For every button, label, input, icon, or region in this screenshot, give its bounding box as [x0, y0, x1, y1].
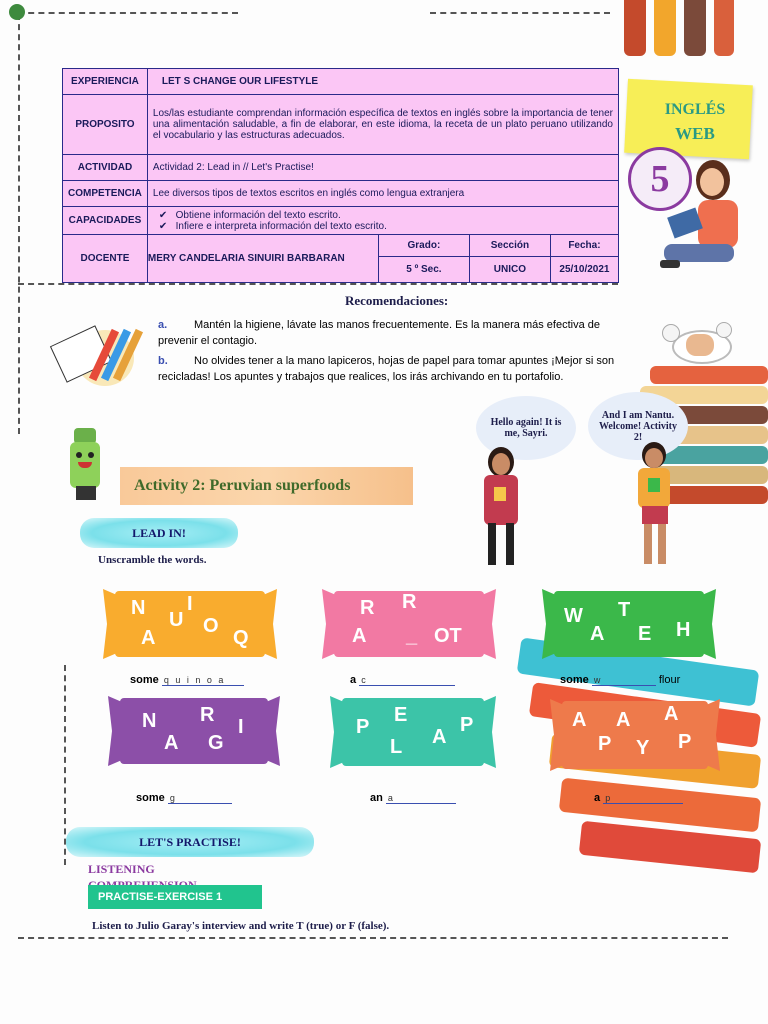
proposito-label: PROPOSITO — [63, 95, 148, 155]
seccion-value: UNICO — [469, 257, 550, 283]
candy-carrot-letters: R R A _ OT — [352, 591, 462, 647]
listening-comprehension-label: LISTENING — [88, 862, 155, 876]
candy-papaya-letters: A A A P Y P — [572, 703, 692, 759]
recommendation-a: a. Mantén la higiene, lávate las manos frecuentemente. Es la manera más efectiva de prevenir el contagio. — [158, 319, 601, 347]
paper-pencils-illustration — [50, 320, 150, 392]
exercise-instruction: Listen to Julio Garay's interview and write T (true) or F (false). — [92, 920, 390, 932]
left-dashed-border — [18, 14, 20, 434]
candy-grains-letters: N R I A G — [142, 704, 244, 754]
practise-exercise-label: PRACTISE-EXERCISE 1 — [88, 885, 262, 909]
answer-5-blank[interactable]: a — [386, 793, 456, 804]
check-icon: ✔ — [158, 209, 168, 221]
proposito-value: Los/las estudiante comprendan información específica de textos en inglés sobre la importancia de tener una alimentación saludable, a fin de elaborar, en este idioma, la receta de un plato peruano utilizando el vocabulario y las estructuras adecuados. — [147, 95, 618, 155]
activity-title: Activity 2: Peruvian superfoods — [120, 467, 413, 505]
competencia-value: Lee diversos tipos de textos escritos en inglés como lengua extranjera — [147, 181, 618, 207]
competencia-label: COMPETENCIA — [63, 181, 148, 207]
candy-apple-letters: P E P A L — [356, 704, 474, 758]
top-right-books-illustration — [618, 0, 748, 58]
experiencia-value: LET S CHANGE OUR LIFESTYLE — [147, 69, 618, 95]
lead-in-banner: LEAD IN! — [80, 518, 238, 548]
answer-6: a p — [594, 792, 683, 804]
answer-4: some g — [136, 792, 232, 804]
check-icon: ✔ — [158, 220, 168, 232]
lets-practise-banner: LET'S PRACTISE! — [66, 827, 314, 857]
handwashing-icon — [660, 318, 740, 370]
marker-b: b. — [158, 355, 168, 367]
candy-quinoa-letters: N I U O A Q — [131, 593, 249, 649]
brand-title: INGLÉS WEB — [664, 101, 726, 143]
seccion-label: Sección — [469, 235, 550, 257]
answer-2-blank[interactable]: c — [359, 675, 455, 686]
grade-badge: 5 — [628, 147, 692, 211]
info-table — [62, 68, 619, 283]
actividad-value: Actividad 2: Lead in // Let's Practise! — [147, 155, 618, 181]
recommendation-b: b. No olvides tener a la mano lapiceros, hojas de papel para tomar apuntes ¡Mejor si son recicladas! Los apuntes y trabajos que realices, los irás archivando en tu portafolio. — [158, 355, 615, 383]
answer-5: an a — [370, 792, 456, 804]
left-dashed-border-lower — [64, 665, 66, 865]
marker-a: a. — [158, 319, 168, 331]
candy-wheat-letters: W T A E H — [564, 599, 691, 645]
sayri-speech-bubble: Hello again! It is me, Sayri. — [476, 396, 576, 460]
nantu-character — [620, 440, 690, 572]
top-dashed-border-right — [430, 12, 610, 14]
grado-label: Grado: — [378, 235, 469, 257]
answer-2: a c — [350, 674, 455, 686]
reading-girl-illustration — [660, 160, 755, 290]
top-dashed-border-left — [18, 12, 238, 14]
recommendations-title: Recomendaciones: — [345, 293, 449, 308]
mid-dashed-border — [18, 283, 618, 285]
answer-3: some w flour — [560, 674, 681, 686]
grado-value: 5 º Sec. — [378, 257, 469, 283]
fecha-label: Fecha: — [550, 235, 618, 257]
capacidad-item: ✔ Infiere e interpreta información del texto escrito. — [158, 220, 387, 232]
answer-6-blank[interactable]: p — [603, 793, 683, 804]
capacidades-list — [147, 207, 618, 235]
bottom-dashed-border — [18, 937, 728, 939]
answer-1-blank[interactable]: q u i n o a — [162, 675, 244, 686]
green-dot-icon — [9, 4, 25, 20]
docente-label: DOCENTE — [63, 235, 148, 283]
answer-1: some q u i n o a — [130, 674, 244, 686]
answer-4-blank[interactable]: g — [168, 793, 232, 804]
capacidad-item: ✔ Obtiene información del texto escrito. — [158, 209, 341, 221]
highlighter-mascot-icon — [66, 428, 108, 500]
experiencia-label: EXPERIENCIA — [63, 69, 148, 95]
capacidades-label: CAPACIDADES — [63, 207, 148, 235]
nantu-speech-bubble: And I am Nantu. Welcome! Activity 2! — [588, 392, 688, 460]
lead-in-instruction: Unscramble the words. — [98, 554, 207, 566]
actividad-label: ACTIVIDAD — [63, 155, 148, 181]
sayri-character — [470, 445, 540, 575]
fecha-value: 25/10/2021 — [550, 257, 618, 283]
docente-value: MERY CANDELARIA SINUIRI BARBARAN — [147, 235, 378, 283]
answer-3-blank[interactable]: w — [592, 675, 656, 686]
